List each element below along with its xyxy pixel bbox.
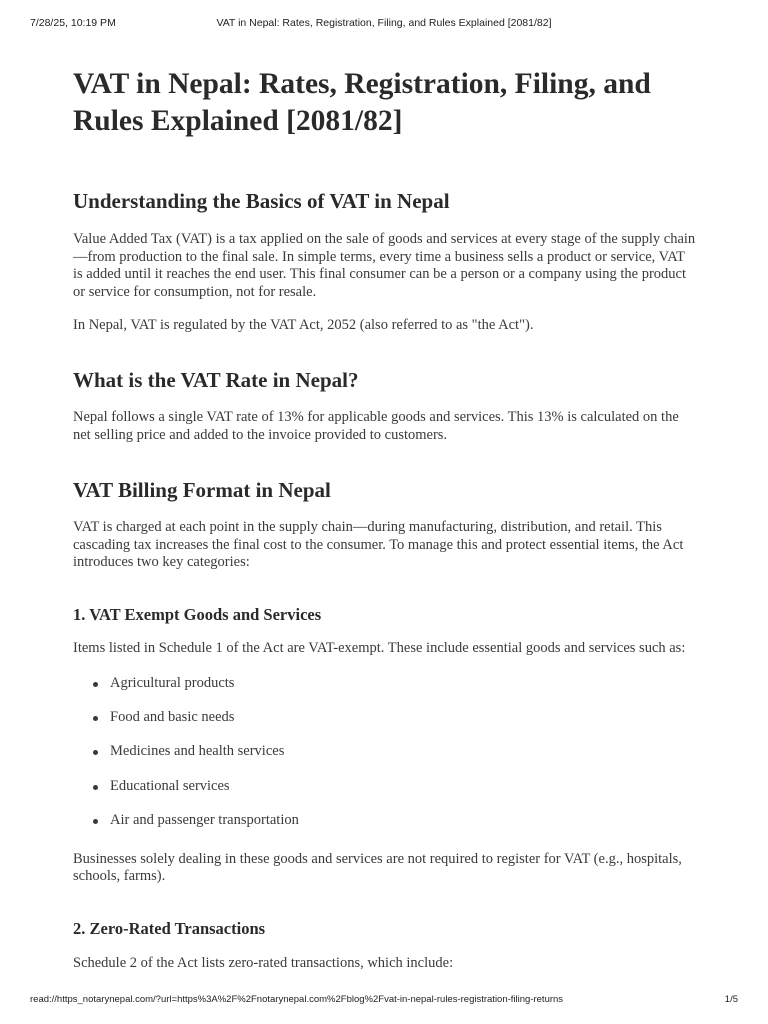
list-item-label: Agricultural products xyxy=(110,674,235,691)
list-item xyxy=(73,812,697,830)
print-footer xyxy=(30,994,738,1008)
bullet-icon xyxy=(93,750,98,755)
print-url: read://https_notarynepal.com/?url=https%3A%2F%2Fnotarynepal.com%2Fblog%2Fvat-in-nepal-rules-registration-filing-returns xyxy=(30,994,564,1005)
list-item-label: Air and passenger transportation xyxy=(110,812,299,829)
paragraph-vat-act: In Nepal, VAT is regulated by the VAT Act, 2052 (also referred to as "the Act"). xyxy=(73,317,534,334)
article-title: VAT in Nepal: Rates, Registration, Filing, and Rules Explained [2081/82] xyxy=(73,68,651,137)
heading-vat-rate: What is the VAT Rate in Nepal? xyxy=(73,367,359,392)
heading-vat-billing: VAT Billing Format in Nepal xyxy=(73,478,331,503)
print-header xyxy=(30,17,738,31)
heading-vat-basics: Understanding the Basics of VAT in Nepal xyxy=(73,189,450,213)
list-item xyxy=(73,743,697,761)
bullet-icon xyxy=(93,819,98,824)
list-item xyxy=(73,778,697,796)
heading-vat-exempt: 1. VAT Exempt Goods and Services xyxy=(73,604,322,624)
bullet-icon xyxy=(93,682,98,687)
list-item xyxy=(73,709,697,727)
exempt-items-list xyxy=(73,675,697,830)
list-item-label: Educational services xyxy=(110,777,230,794)
list-item-label: Medicines and health services xyxy=(110,743,285,760)
print-document-title: VAT in Nepal: Rates, Registration, Filing, and Rules Explained [2081/82] xyxy=(216,17,552,29)
bullet-icon xyxy=(93,716,98,721)
paragraph-vat-rate: Nepal follows a single VAT rate of 13% for applicable goods and services. This 13% is calculated on the net selling price and added to the invoice provided to customers. xyxy=(73,408,679,443)
bullet-icon xyxy=(93,785,98,790)
paragraph-zero-rated-intro: Schedule 2 of the Act lists zero-rated transactions, which include: xyxy=(73,954,454,971)
print-datetime: 7/28/25, 10:19 PM xyxy=(30,17,116,29)
article xyxy=(73,66,697,972)
heading-zero-rated: 2. Zero-Rated Transactions xyxy=(73,918,266,938)
paragraph-vat-billing: VAT is charged at each point in the supply chain—during manufacturing, distribution, and retail. This cascading tax increases the final cost to the consumer. To manage this and protect essential items, the Act introduces two key categories: xyxy=(73,519,684,571)
paragraph-exempt-outro: Businesses solely dealing in these goods and services are not required to register for VAT (e.g., hospitals, schools, farms). xyxy=(73,850,682,885)
paragraph-exempt-intro: Items listed in Schedule 1 of the Act are VAT-exempt. These include essential goods and services such as: xyxy=(73,639,686,656)
list-item-label: Food and basic needs xyxy=(110,708,235,725)
page-number: 1/5 xyxy=(724,994,738,1005)
list-item xyxy=(73,675,697,693)
paragraph-vat-definition: Value Added Tax (VAT) is a tax applied on the sale of goods and services at every stage of the supply chain—from production to the final sale. In simple terms, every time a business sells a product or service, VAT is added until it reaches the end user. This final consumer can be a person or a company using the product or service for consumption, not for resale. xyxy=(73,231,696,300)
